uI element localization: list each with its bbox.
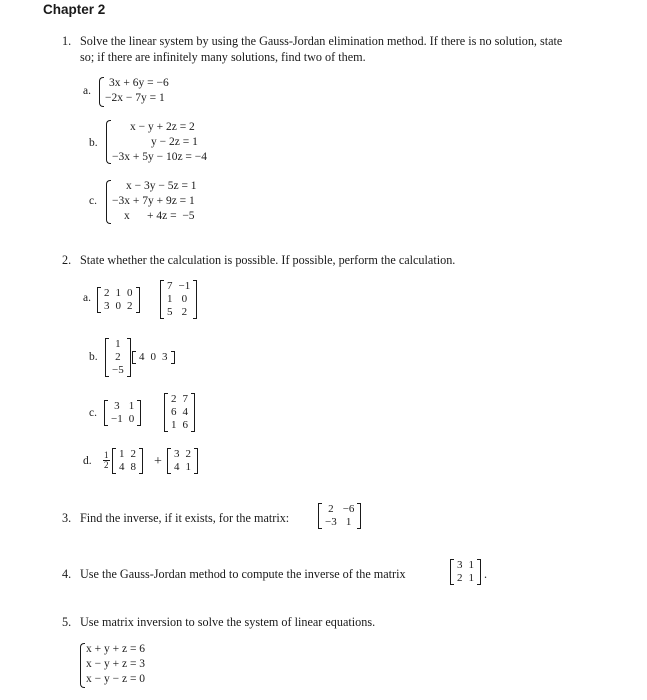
matrix-row [322, 503, 357, 516]
q4-matrix [450, 559, 481, 585]
matrix-row [109, 338, 127, 351]
matrix-cell: 0 [181, 293, 188, 305]
matrix-cell: 1 [119, 448, 125, 460]
matrix-cell: 1 [468, 559, 474, 571]
q4-number: 4. [62, 567, 72, 581]
matrix-body [454, 559, 477, 585]
q5-eq1: x + y + z = 6 [86, 643, 146, 655]
matrix-row [101, 300, 136, 313]
q1b-eq3: −3x + 5y − 10z = −4 [112, 151, 208, 163]
matrix-cell: 4 [182, 406, 188, 418]
matrix-cell: 2 [104, 287, 110, 299]
matrix-row [164, 280, 193, 293]
matrix-row [454, 559, 477, 572]
matrix-cell: 0 [150, 351, 156, 363]
matrix-row [171, 461, 194, 474]
matrix-cell: 2 [115, 351, 121, 363]
q2a-matrix-1 [97, 287, 140, 313]
matrix-right-bracket [127, 338, 131, 377]
matrix-body [171, 448, 194, 474]
matrix-right-bracket [137, 400, 141, 426]
q1b-label: b. [89, 137, 98, 149]
q1b-eq2: y − 2z = 1 [151, 136, 198, 148]
matrix-cell: 1 [185, 461, 191, 473]
q2-number: 2. [62, 253, 72, 267]
q1b-brace [106, 120, 111, 164]
matrix-cell: 1 [115, 287, 121, 299]
matrix-cell: 3 [104, 300, 110, 312]
matrix-right-bracket [136, 287, 140, 313]
q5-eq3: x − y − z = 0 [86, 673, 146, 685]
matrix-cell: 2 [181, 306, 188, 318]
q5-number: 5. [62, 615, 72, 629]
matrix-row [454, 572, 477, 585]
matrix-right-bracket [194, 448, 198, 474]
q2d-fraction [103, 451, 110, 470]
matrix-cell: 1 [128, 400, 135, 412]
q1-text-line2: so; if there are infinitely many solutions, find two of them. [80, 50, 366, 64]
matrix-body [109, 338, 127, 377]
matrix-row [322, 516, 357, 529]
q2c-matrix-2 [164, 393, 195, 432]
q5-eq2: x − y + z = 3 [86, 658, 146, 670]
matrix-cell: 1 [167, 293, 173, 305]
matrix-row [101, 287, 136, 300]
q2a-matrix-2 [160, 280, 197, 319]
q2b-matrix-1 [105, 338, 131, 377]
matrix-cell: 3 [174, 448, 180, 460]
matrix-row [109, 364, 127, 377]
matrix-body [116, 448, 139, 474]
q3-number: 3. [62, 511, 72, 525]
q2a-label: a. [83, 292, 91, 304]
q2d-fraction-denominator: 2 [104, 460, 109, 470]
chapter-title: Chapter 2 [43, 2, 106, 17]
matrix-row [171, 448, 194, 461]
matrix-row [108, 400, 137, 413]
matrix-cell: 1 [115, 338, 121, 350]
matrix-cell: 2 [171, 393, 177, 405]
q1c-eq2: −3x + 7y + 9z = 1 [112, 195, 195, 207]
matrix-body [168, 393, 191, 432]
q2b-label: b. [89, 351, 98, 363]
matrix-cell: 2 [127, 300, 133, 312]
q5-text: Use matrix inversion to solve the system of linear equations. [80, 615, 376, 629]
matrix-row [116, 461, 139, 474]
matrix-cell: 6 [171, 406, 177, 418]
q1c-brace [106, 180, 111, 224]
matrix-right-bracket [171, 351, 175, 364]
q2-text: State whether the calculation is possible. If possible, perform the calculation. [80, 253, 456, 267]
q1c-eq1: x − 3y − 5z = 1 [126, 180, 197, 192]
matrix-body [164, 280, 193, 319]
matrix-row [136, 351, 171, 364]
matrix-cell: 7 [167, 280, 173, 292]
matrix-row [168, 406, 191, 419]
matrix-cell: 4 [119, 461, 125, 473]
q2d-matrix-2 [167, 448, 198, 474]
q2d-label: d. [83, 455, 92, 467]
matrix-cell: 8 [130, 461, 136, 473]
matrix-cell: 3 [114, 400, 120, 412]
matrix-row [116, 448, 139, 461]
q2d-matrix-1 [112, 448, 143, 474]
matrix-body [101, 287, 136, 313]
matrix-cell: 1 [468, 572, 474, 584]
matrix-cell: 1 [171, 419, 177, 431]
matrix-cell: −3 [325, 516, 337, 528]
matrix-right-bracket [477, 559, 481, 585]
matrix-cell: 2 [185, 448, 191, 460]
matrix-cell: 4 [174, 461, 180, 473]
matrix-cell: 6 [182, 419, 188, 431]
matrix-right-bracket [139, 448, 143, 474]
q2d-plus-sign: + [154, 454, 162, 469]
matrix-cell: 0 [128, 413, 135, 425]
matrix-cell: 5 [167, 306, 173, 318]
matrix-row [168, 419, 191, 432]
q1-text-line1: Solve the linear system by using the Gauss-Jordan elimination method. If there is no solution, state [80, 34, 563, 48]
q4-text: Use the Gauss-Jordan method to compute the inverse of the matrix [80, 567, 406, 581]
q1a-label: a. [83, 85, 91, 97]
matrix-cell: 4 [139, 351, 145, 363]
matrix-cell: 1 [345, 516, 352, 528]
matrix-cell: −1 [178, 280, 191, 292]
matrix-cell: 2 [130, 448, 136, 460]
matrix-cell: 2 [328, 503, 334, 515]
matrix-row [164, 293, 193, 306]
q1a-eq1: 3x + 6y = −6 [109, 77, 169, 89]
matrix-cell: 0 [115, 300, 121, 312]
q1c-label: c. [89, 195, 97, 207]
matrix-body [322, 503, 357, 529]
q1b-eq1: x − y + 2z = 2 [130, 121, 195, 133]
q1-number: 1. [62, 34, 72, 48]
matrix-row [164, 306, 193, 319]
matrix-cell: 3 [162, 351, 168, 363]
q5-brace [80, 643, 85, 688]
q3-matrix [318, 503, 361, 529]
matrix-body [136, 351, 171, 364]
q1c-eq3: x + 4z = −5 [124, 210, 195, 222]
q1a-brace [99, 77, 104, 107]
matrix-row [109, 351, 127, 364]
matrix-cell: −6 [342, 503, 355, 515]
q2c-matrix-1 [104, 400, 141, 426]
matrix-cell: −1 [111, 413, 123, 425]
q2b-matrix-2 [132, 351, 175, 364]
matrix-right-bracket [357, 503, 361, 529]
q2d-fraction-numerator: 1 [104, 450, 109, 460]
matrix-cell: 0 [127, 287, 133, 299]
matrix-body [108, 400, 137, 426]
q2c-label: c. [89, 407, 97, 419]
q4-period: . [484, 567, 488, 581]
matrix-cell: 3 [457, 559, 463, 571]
matrix-right-bracket [193, 280, 197, 319]
q3-text: Find the inverse, if it exists, for the matrix: [80, 511, 290, 525]
matrix-cell: −5 [112, 364, 124, 376]
matrix-row [168, 393, 191, 406]
matrix-cell: 2 [457, 572, 463, 584]
matrix-right-bracket [191, 393, 195, 432]
q1a-eq2: −2x − 7y = 1 [105, 92, 165, 104]
matrix-row [108, 413, 137, 426]
matrix-cell: 7 [182, 393, 188, 405]
